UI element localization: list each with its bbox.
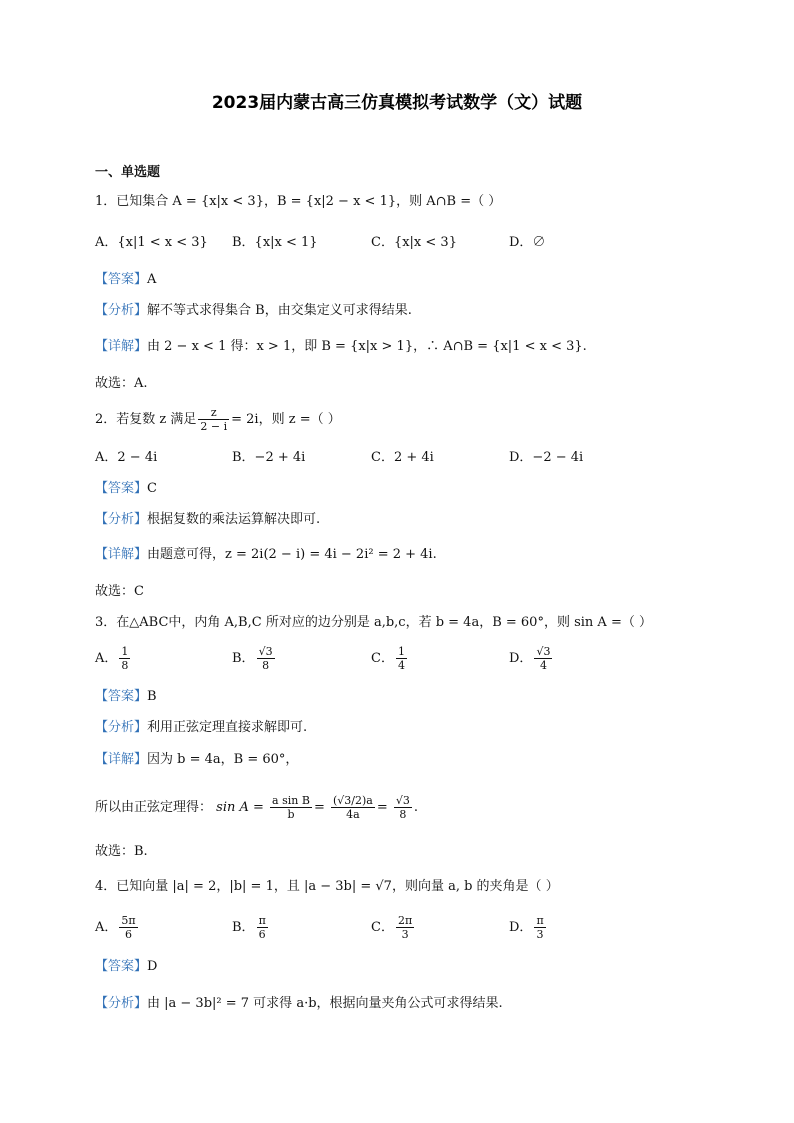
q2-detail-text: 由题意可得，z = 2i(2 − i) = 4i − 2i² = 2 + 4i. — [147, 547, 437, 562]
q4-options — [95, 914, 715, 948]
q2-stem-b: = 2i，则 z =（ ） — [231, 412, 341, 427]
q4-option-a-frac — [119, 914, 137, 941]
q1-option-b: B．{x|x < 1} — [232, 235, 318, 250]
q2-frac-num: z — [198, 406, 229, 420]
answer-tag: 【答案】 — [95, 481, 148, 496]
q2-stem-a: 2．若复数 z 满足 — [95, 412, 197, 427]
answer-tag: 【答案】 — [95, 689, 148, 704]
q2-analysis-text: 根据复数的乘法运算解决即可. — [147, 512, 321, 527]
frac-den: 3 — [536, 928, 544, 941]
q1-detail-text: 由 2 − x < 1 得：x > 1，即 B = {x|x > 1}，∴ A∩B = {x|1 < x < 3}. — [147, 339, 587, 354]
q3-answer — [95, 688, 157, 706]
q2-detail — [95, 546, 437, 564]
q4-analysis — [95, 995, 503, 1013]
q1-option-d: D．∅ — [509, 235, 546, 250]
frac-num: 1 — [397, 645, 405, 658]
analysis-tag: 【分析】 — [95, 512, 148, 527]
q3-option-d-frac — [534, 645, 552, 672]
q2-choice: 故选：C — [95, 584, 144, 599]
frac-num: π — [258, 914, 266, 927]
q3-option-a-label: A． — [95, 651, 118, 666]
frac-den: 4 — [397, 659, 405, 672]
analysis-tag: 【分析】 — [95, 996, 148, 1011]
q2-answer — [95, 480, 157, 498]
q3-detail-text: 因为 b = 4a，B = 60°， — [147, 752, 299, 767]
q2-frac-den: 2 − i — [200, 420, 228, 433]
q3-formula-frac2 — [331, 794, 375, 821]
q3-answer-value: B — [147, 689, 157, 704]
frac-den: b — [287, 808, 295, 821]
frac-den: 4a — [346, 808, 360, 821]
q4-option-c-label: C． — [371, 920, 394, 935]
q1-answer — [95, 271, 156, 289]
q4-option-d-frac — [534, 914, 545, 941]
q2-analysis — [95, 511, 320, 529]
q2-option-d: D．−2 − 4i — [509, 450, 584, 465]
frac-num: √3 — [395, 794, 410, 807]
q3-option-b-frac — [257, 645, 275, 672]
q4-analysis-text: 由 |a − 3b|² = 7 可求得 a·b，根据向量夹角公式可求得结果. — [147, 996, 503, 1011]
detail-tag: 【详解】 — [95, 339, 148, 354]
q1-choice: 故选：A. — [95, 376, 148, 391]
frac-num: √3 — [536, 645, 551, 658]
q3-option-c-label: C． — [371, 651, 394, 666]
analysis-tag: 【分析】 — [95, 303, 148, 318]
q3-options — [95, 645, 715, 679]
page-title: 2023届内蒙古高三仿真模拟考试数学（文）试题 — [211, 93, 583, 113]
q3-detail — [95, 751, 298, 769]
q4-option-d — [509, 914, 548, 941]
q4-option-b — [232, 914, 270, 941]
section-heading: 一、单选题 — [95, 165, 161, 180]
q3-option-c — [371, 645, 409, 672]
frac-den: 6 — [258, 928, 266, 941]
q3-formula-frac3 — [394, 794, 412, 821]
q3-formula-prefix: 所以由正弦定理得： — [95, 800, 213, 815]
q1-answer-value: A — [147, 272, 157, 287]
frac-den: 8 — [121, 659, 129, 672]
analysis-tag: 【分析】 — [95, 720, 148, 735]
q4-option-a-label: A． — [95, 920, 118, 935]
q1-detail — [95, 338, 587, 356]
frac-num: a sin B — [272, 794, 310, 807]
q4-answer — [95, 958, 157, 976]
q2-fraction — [198, 406, 229, 433]
detail-tag: 【详解】 — [95, 547, 148, 562]
frac-num: (√3/2)a — [332, 794, 373, 807]
q3-formula: 所以由正弦定理得： sin A = $\frac{\text{a sin B}}{b}$ = $\frac{(√3/2)a}{4a}$ = $\frac{√3}{8}$ . — [95, 794, 419, 821]
frac-num: 1 — [121, 645, 129, 658]
frac-den: 8 — [262, 659, 270, 672]
frac-num: π — [536, 914, 544, 927]
q1-analysis — [95, 302, 412, 320]
q3-analysis-text: 利用正弦定理直接求解即可. — [147, 720, 308, 735]
answer-tag: 【答案】 — [95, 272, 148, 287]
q1-option-a: A．{x|1 < x < 3} — [95, 235, 208, 250]
q4-option-c — [371, 914, 416, 941]
q3-option-c-frac — [396, 645, 407, 672]
q3-option-d — [509, 645, 554, 672]
frac-num: √3 — [258, 645, 273, 658]
q3-option-b-label: B． — [232, 651, 255, 666]
q4-option-a — [95, 914, 140, 941]
q3-option-a-frac — [119, 645, 130, 672]
frac-den: 6 — [125, 928, 132, 941]
q3-analysis — [95, 719, 307, 737]
detail-tag: 【详解】 — [95, 752, 148, 767]
q1-stem: 1．已知集合 A = {x|x < 3}，B = {x|2 − x < 1}，则 A∩B =（ ） — [95, 194, 502, 209]
q4-option-b-label: B． — [232, 920, 255, 935]
q2-option-a: A．2 − 4i — [95, 450, 158, 465]
q3-option-b — [232, 645, 277, 672]
q2-answer-value: C — [147, 481, 157, 496]
q3-choice: 故选：B. — [95, 844, 148, 859]
q3-stem: 3．在△ABC中，内角 A,B,C 所对应的边分别是 a,b,c，若 b = 4a，B = 60°，则 sin A =（ ） — [95, 615, 652, 630]
frac-den: 4 — [539, 659, 547, 672]
q2-option-c: C．2 + 4i — [371, 450, 434, 465]
q2-option-b: B．−2 + 4i — [232, 450, 306, 465]
frac-den: 8 — [399, 808, 407, 821]
q3-formula-lhs: sin A = — [216, 800, 264, 815]
q4-option-b-frac — [257, 914, 268, 941]
frac-num: 2π — [397, 914, 413, 927]
q3-option-d-label: D． — [509, 651, 533, 666]
frac-den: 3 — [401, 928, 409, 941]
q3-option-a — [95, 645, 132, 672]
q3-formula-frac1 — [270, 794, 312, 821]
q4-answer-value: D — [147, 959, 158, 974]
answer-tag: 【答案】 — [95, 959, 148, 974]
q2-stem — [95, 406, 341, 434]
q4-option-c-frac — [396, 914, 414, 941]
q1-option-c: C．{x|x < 3} — [371, 235, 457, 250]
frac-num: 5π — [121, 914, 136, 927]
q4-option-d-label: D． — [509, 920, 533, 935]
q1-analysis-text: 解不等式求得集合 B，由交集定义可求得结果. — [147, 303, 412, 318]
q4-stem: 4．已知向量 |a| = 2，|b| = 1，且 |a − 3b| = √7，则向量 a, b 的夹角是（ ） — [95, 879, 559, 894]
